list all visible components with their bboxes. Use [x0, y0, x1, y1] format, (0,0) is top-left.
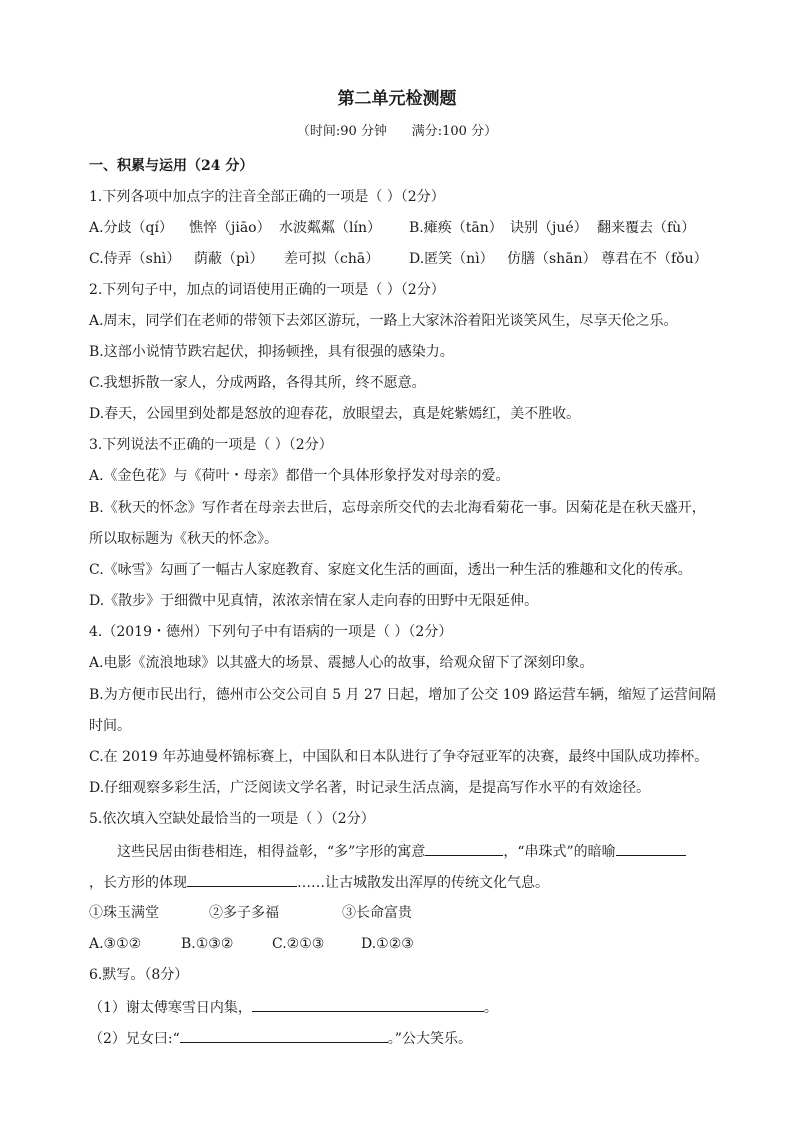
fill-blank-1: [425, 841, 503, 856]
q1-option-d-3: 尊君在不（fǒu）: [601, 251, 708, 267]
question-5-passage-line1: [117, 841, 686, 862]
q5-item-3: ③长命富贵: [342, 905, 412, 921]
q5-option-a: A.③①②: [89, 936, 142, 952]
question-4-option-a: A.电影《流浪地球》以其盛大的场景、震撼人心的故事，给观众留下了深刻印象。: [89, 655, 594, 671]
question-2-option-b: B.这部小说情节跌宕起伏，抑扬顿挫，具有很强的感染力。: [89, 344, 454, 360]
q1-option-c-2: 荫蔽（pì）: [194, 251, 264, 267]
question-2-option-a: A.周末，同学们在老师的带领下去郊区游玩，一路上大家沐浴着阳光谈笑风生，尽享天伦之乐。: [89, 313, 678, 329]
question-3-option-c: C.《咏雪》勾画了一幅古人家庭教育、家庭文化生活的画面，透出一种生活的雅趣和文化的传承。: [89, 562, 692, 578]
q1-option-a-2: 憔悴（jiāo）: [189, 220, 271, 236]
question-4-stem: 4.（2019・德州）下列句子中有语病的一项是（ ）（2分）: [89, 624, 453, 640]
fill-blank-3: [187, 872, 297, 887]
question-2-stem: 2.下列句子中，加点的词语使用正确的一项是（ ）（2分）: [89, 282, 445, 298]
q1-option-b-3: 翻来覆去（fù）: [597, 220, 696, 236]
question-6-stem: 6.默写。（8分）: [89, 967, 189, 983]
q1-option-b-1: B.瘫痪（tān）: [409, 220, 503, 236]
dictation-text: （2）兄女曰:“: [89, 1031, 180, 1047]
question-2-option-d: D.春天，公园里到处都是怒放的迎春花，放眼望去，真是姹紫嫣红，美不胜收。: [89, 406, 581, 422]
dictation-blank-2: [180, 1028, 388, 1043]
q1-option-a-1: A.分歧（qí）: [89, 220, 173, 236]
question-3-option-d: D.《散步》于细微中见真情，浓浓亲情在家人走向春的田野中无限延伸。: [89, 593, 539, 609]
q1-option-c-1: C.侍弄（shì）: [89, 251, 181, 267]
question-4-option-c: C.在 2019 年苏迪曼杯锦标赛上，中国队和日本队进行了争夺冠亚军的决赛，最终中国队成功捧杯。: [89, 749, 709, 765]
passage-text: ，长方形的体现: [89, 875, 187, 891]
question-4-option-b-line2: 时间。: [89, 718, 131, 734]
question-6-sentence-1: [89, 997, 498, 1018]
passage-text: ……让古城散发出浑厚的传统文化气息。: [297, 875, 549, 891]
dictation-text: 。”公大笑乐。: [387, 1031, 472, 1047]
question-1-stem: 1.下列各项中加点字的注音全部正确的一项是（ ）（2分）: [89, 189, 445, 205]
question-5-stem: 5.依次填入空缺处最恰当的一项是（ ）（2分）: [89, 811, 375, 827]
question-4-option-d: D.仔细观察多彩生活，广泛阅读文学名著，时记录生活点滴，是提高写作水平的有效途径。: [89, 780, 651, 796]
q5-option-d: D.①②③: [361, 936, 414, 952]
dictation-text: 。: [483, 1000, 498, 1016]
exam-time-score: （时间:90 分钟 满分:100 分）: [296, 124, 498, 139]
passage-text: ，“串珠式”的暗喻: [503, 844, 616, 860]
question-6-sentence-2: [89, 1028, 472, 1049]
q1-option-a-3: 水波粼粼（lín）: [279, 220, 381, 236]
question-4-option-b-line1: B.为方便市民出行，德州市公交公司自 5 月 27 日起，增加了公交 109 路运营车辆，缩短了运营间隔: [89, 687, 716, 703]
dictation-blank-1: [252, 997, 484, 1012]
dictation-text: （1）谢太傅寒雪日内集，: [89, 1000, 252, 1016]
question-2-option-c: C.我想拆散一家人，分成两路，各得其所，终不愿意。: [89, 375, 426, 391]
question-3-option-b-line2: 所以取标题为《秋天的怀念》。: [89, 531, 278, 547]
question-5-passage-line2: [89, 872, 549, 893]
fill-blank-2: [616, 841, 686, 856]
question-3-option-a: A.《金色花》与《荷叶・母亲》都借一个具体形象抒发对母亲的爱。: [89, 468, 510, 484]
question-3-option-b-line1: B.《秋天的怀念》写作者在母亲去世后，忘母亲所交代的去北海看菊花一事。因菊花是在秋天盛开，: [89, 500, 706, 516]
q5-option-b: B.①③②: [181, 936, 234, 952]
passage-text: 这些民居由街巷相连，相得益彰，“多”字形的寓意: [117, 844, 426, 860]
q1-option-b-2: 诀别（jué）: [510, 220, 588, 236]
q1-option-c-3: 差可拟（chā）: [284, 251, 380, 267]
q5-option-c: C.②①③: [272, 936, 325, 952]
q1-option-d-1: D.匿笑（nì）: [409, 251, 494, 267]
page-title: 第二单元检测题: [337, 89, 457, 109]
q5-item-1: ①珠玉满堂: [89, 905, 159, 921]
section-heading: 一、积累与运用（24 分）: [89, 158, 254, 174]
q1-option-d-2: 仿膳（shān）: [507, 251, 597, 267]
question-3-stem: 3.下列说法不正确的一项是（ ）（2分）: [89, 437, 333, 453]
q5-item-2: ②多子多福: [209, 905, 279, 921]
